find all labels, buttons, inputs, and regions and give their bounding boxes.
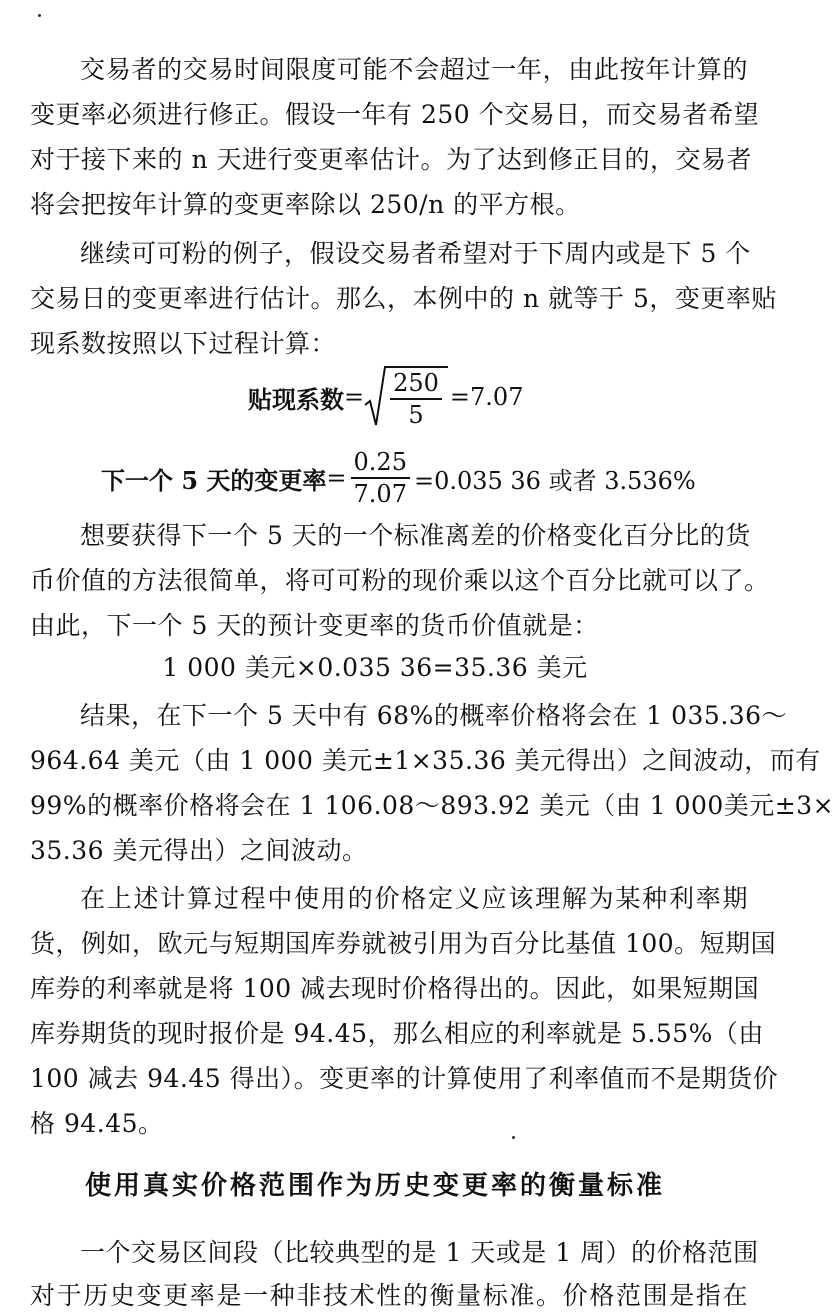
fraction-250-over-5 bbox=[390, 368, 442, 430]
paragraph-5-line-1: 在上述计算过程中使用的价格定义应该理解为某种利率期 bbox=[80, 884, 748, 913]
paragraph-2-line-3: 现系数按照以下过程计算： bbox=[30, 329, 337, 358]
formula-five-day-volatility bbox=[101, 447, 696, 509]
paragraph-1-line-2: 变更率必须进行修正。假设一年有 250 个交易日，而交易者希望 bbox=[30, 100, 760, 129]
fraction-denominator: 7.07 bbox=[353, 480, 407, 508]
paragraph-2-line-2: 交易日的变更率进行估计。那么，本例中的 n 就等于 5，变更率贴 bbox=[30, 284, 777, 313]
paragraph-4-line-2: 964.64 美元（由 1 000 美元±1×35.36 美元得出）之间波动，而有 bbox=[30, 746, 821, 775]
fraction-025-over-707 bbox=[351, 447, 410, 509]
scan-speck bbox=[512, 1136, 515, 1139]
paragraph-5-line-5: 100 减去 94.45 得出）。变更率的计算使用了利率值而不是期货价 bbox=[30, 1064, 779, 1093]
formula-2-equals: = bbox=[326, 464, 347, 492]
scan-speck bbox=[38, 14, 41, 17]
formula-1-result: =7.07 bbox=[449, 383, 524, 411]
radical-sign-icon bbox=[364, 365, 386, 429]
paragraph-6-line-1: 一个交易区间段（比较典型的是 1 天或是 1 周）的价格范围 bbox=[80, 1238, 759, 1267]
paragraph-4-line-1: 结果，在下一个 5 天中有 68%的概率价格将会在 1 035.36～ bbox=[80, 701, 788, 730]
paragraph-2-line-1: 继续可可粉的例子，假设交易者希望对于下周内或是下 5 个 bbox=[80, 239, 751, 268]
paragraph-3-line-1: 想要获得下一个 5 天的一个标准离差的价格变化百分比的货 bbox=[80, 521, 751, 550]
formula-discount-factor bbox=[248, 364, 523, 430]
paragraph-1-line-4: 将会把按年计算的变更率除以 250/n 的平方根。 bbox=[30, 190, 581, 219]
paragraph-5-line-2: 货，例如，欧元与短期国库券就被引用为百分比基值 100。短期国 bbox=[30, 929, 777, 958]
section-heading: 使用真实价格范围作为历史变更率的衡量标准 bbox=[84, 1171, 665, 1201]
fraction-denominator: 5 bbox=[408, 401, 424, 429]
paragraph-6-line-2: 对于历史变更率是一种非技术性的衡量标准。价格范围是指在 bbox=[30, 1281, 748, 1310]
formula-1-label: 贴现系数 bbox=[248, 384, 344, 414]
paragraph-3-line-3: 由此，下一个 5 天的预计变更率的货币价值就是： bbox=[30, 611, 599, 640]
square-root bbox=[364, 364, 448, 430]
paragraph-4-line-3: 99%的概率价格将会在 1 106.08～893.92 美元（由 1 000美元±3× bbox=[30, 791, 834, 820]
radicand bbox=[384, 366, 448, 430]
formula-2-label: 下一个 5 天的变更率 bbox=[101, 465, 327, 495]
paragraph-1-line-3: 对于接下来的 n 天进行变更率估计。为了达到修正目的，交易者 bbox=[30, 145, 752, 174]
paragraph-4-line-4: 35.36 美元得出）之间波动。 bbox=[30, 836, 368, 865]
paragraph-5-line-4: 库券期货的现时报价是 94.45，那么相应的利率就是 5.55%（由 bbox=[30, 1019, 764, 1048]
formula-currency-value: 1 000 美元×0.035 36=35.36 美元 bbox=[162, 653, 588, 682]
paragraph-5-line-6: 格 94.45。 bbox=[30, 1109, 164, 1138]
fraction-numerator: 0.25 bbox=[351, 447, 410, 479]
paragraph-3-line-2: 币价值的方法很简单，将可可粉的现价乘以这个百分比就可以了。 bbox=[30, 566, 770, 595]
paragraph-1-line-1: 交易者的交易时间限度可能不会超过一年，由此按年计算的 bbox=[80, 55, 748, 84]
formula-1-equals: = bbox=[344, 383, 365, 411]
fraction-numerator: 250 bbox=[390, 368, 442, 400]
paragraph-5-line-3: 库券的利率就是将 100 减去现时价格得出的。因此，如果短期国 bbox=[30, 974, 760, 1003]
formula-2-result: =0.035 36 或者 3.536% bbox=[413, 466, 696, 495]
